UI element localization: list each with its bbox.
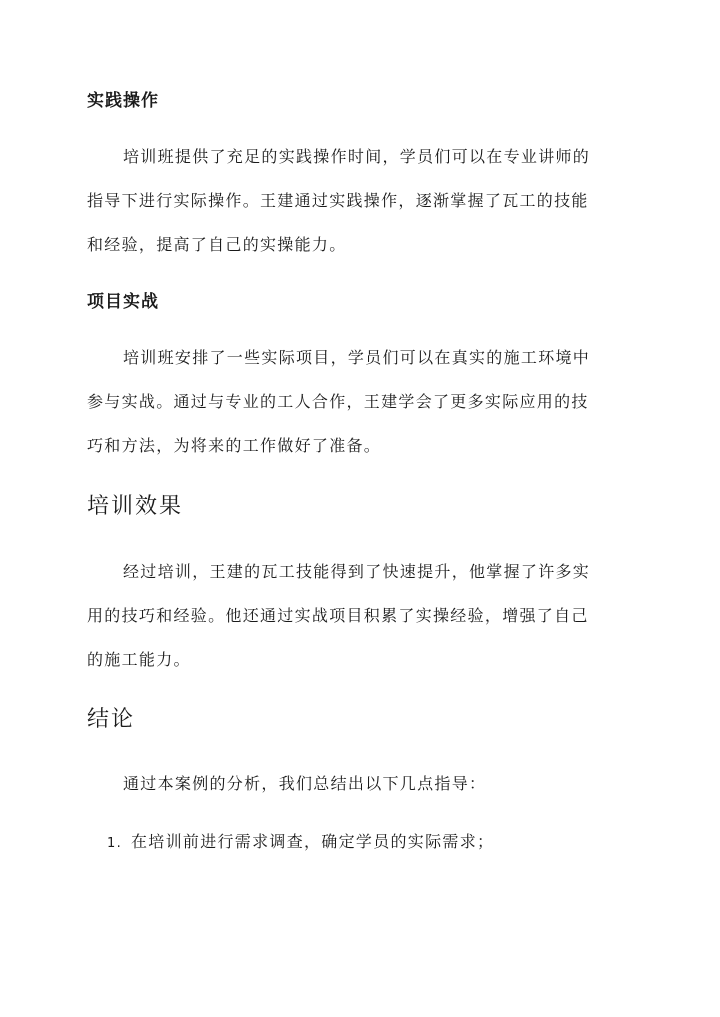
section-heading-project: 项目实战 [87,292,159,312]
list-item-number: 1. [107,836,123,851]
paragraph-line: 指导下进行实际操作。王建通过实践操作，逐渐掌握了瓦工的技能 [87,191,589,210]
paragraph-line: 参与实战。通过与专业的工人合作，王建学会了更多实际应用的技 [87,392,589,411]
paragraph-line: 通过本案例的分析，我们总结出以下几点指导： [123,774,487,793]
paragraph-line: 培训班提供了充足的实践操作时间，学员们可以在专业讲师的 [123,147,591,166]
list-item-text: 在培训前进行需求调查，确定学员的实际需求； [131,832,495,851]
paragraph-line: 和经验，提高了自己的实操能力。 [87,235,347,254]
paragraph-line: 用的技巧和经验。他还通过实战项目积累了实操经验，增强了自己 [87,606,589,625]
paragraph-line: 经过培训，王建的瓦工技能得到了快速提升，他掌握了许多实 [123,562,591,581]
paragraph-line: 培训班安排了一些实际项目，学员们可以在真实的施工环境中 [123,348,591,367]
paragraph-line: 的施工能力。 [87,650,191,669]
list-item [107,831,494,855]
section-heading-results: 培训效果 [87,494,184,519]
paragraph-line: 巧和方法，为将来的工作做好了准备。 [87,436,382,455]
section-heading-practice: 实践操作 [87,91,159,111]
section-heading-conclusion: 结论 [87,707,136,732]
